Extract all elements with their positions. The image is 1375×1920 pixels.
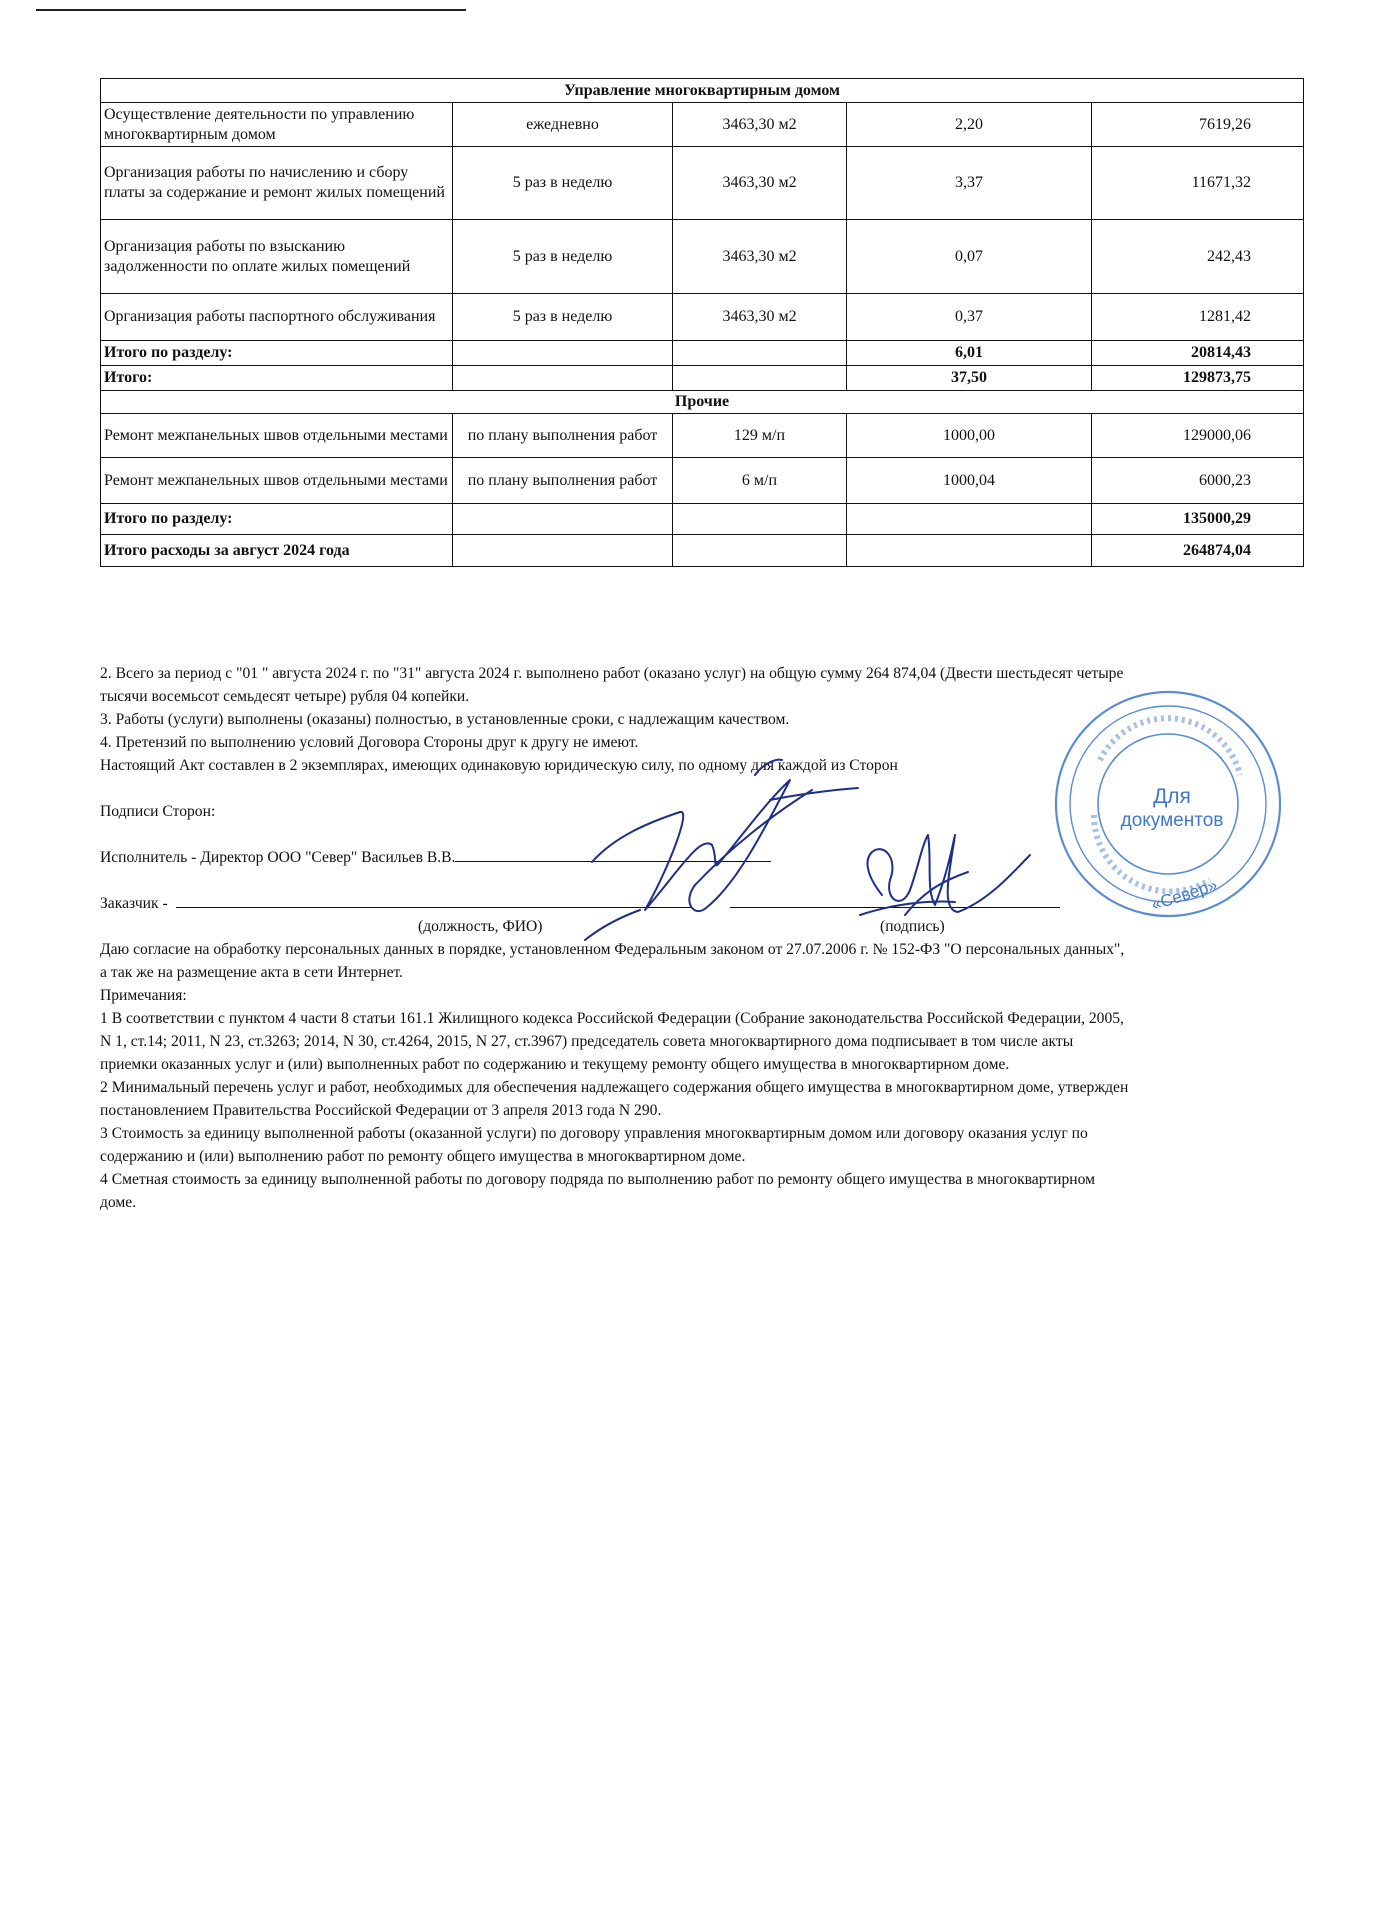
note-4: 4 Сметная стоимость за единицу выполненной работы по договору подряда по выполнению работ по ремонту общего имущества в многоквартирном xyxy=(100,1171,1095,1188)
service-volume: 3463,30 м2 xyxy=(673,103,847,147)
no-claims-statement: 4. Претензий по выполнению условий Договора Стороны друг к другу не имеют. xyxy=(100,734,639,751)
total-amount-line: тысячи восемьсот семьдесят четыре) рубля 04 копейки. xyxy=(100,688,470,705)
section-header-other: Прочие xyxy=(101,391,1304,414)
table-row xyxy=(101,103,1304,147)
table-row xyxy=(101,220,1304,294)
note-3: 3 Стоимость за единицу выполненной работы (оказанной услуги) по договору управления многоквартирным домом или договору оказания услуг по xyxy=(100,1125,1088,1142)
service-rate: 3,37 xyxy=(847,147,1092,220)
position-caption: (должность, ФИО) xyxy=(418,918,543,935)
customer-position-blank xyxy=(176,907,692,908)
service-volume: 129 м/п xyxy=(673,414,847,458)
service-rate: 1000,00 xyxy=(847,414,1092,458)
service-periodicity: по плану выполнения работ xyxy=(453,414,673,458)
service-periodicity: ежедневно xyxy=(453,103,673,147)
customer-signature-blank xyxy=(730,907,1060,908)
signature-caption: (подпись) xyxy=(880,918,945,935)
note-4: доме. xyxy=(100,1194,137,1211)
service-sum: 7619,26 xyxy=(1092,103,1304,147)
grand-total-sum: 264874,04 xyxy=(1092,535,1304,567)
section-header-management: Управление многоквартирным домом xyxy=(101,79,1304,103)
total-rate: 37,50 xyxy=(847,366,1092,391)
stamp-bottom-text: «Север» xyxy=(1148,875,1220,915)
service-rate: 1000,04 xyxy=(847,458,1092,504)
service-periodicity: по плану выполнения работ xyxy=(453,458,673,504)
note-2: постановлением Правительства Российской Федерации от 3 апреля 2013 года N 290. xyxy=(100,1102,662,1119)
consent-text: а так же на размещение акта в сети Интернет. xyxy=(100,964,404,981)
subtotal-label: Итого по разделу: xyxy=(101,504,453,535)
stamp-center-text: документов xyxy=(1120,810,1224,831)
executor-signature-blank xyxy=(455,861,771,862)
subtotal-row-other xyxy=(101,504,1304,535)
service-name: Организация работы по взысканию задолженности по оплате жилых помещений xyxy=(101,220,453,294)
subtotal-sum: 135000,29 xyxy=(1092,504,1304,535)
table-row xyxy=(101,147,1304,220)
total-label: Итого: xyxy=(101,366,453,391)
customer-signature-line xyxy=(100,892,1300,915)
signatures-heading: Подписи Сторон: xyxy=(100,803,216,820)
service-sum: 129000,06 xyxy=(1092,414,1304,458)
executor-label: Исполнитель - Директор ООО "Север" Васильев В.В. xyxy=(100,849,456,866)
service-periodicity: 5 раз в неделю xyxy=(453,147,673,220)
note-1: 1 В соответствии с пунктом 4 части 8 статьи 161.1 Жилищного кодекса Российской Федерации (Собрание законодательства Российской Федерации, 2005, xyxy=(100,1010,1124,1027)
service-sum: 242,43 xyxy=(1092,220,1304,294)
copies-statement: Настоящий Акт составлен в 2 экземплярах, имеющих одинаковую юридическую силу, по одному для каждой из Сторон xyxy=(100,757,898,774)
table-row xyxy=(101,294,1304,341)
note-3: содержанию и (или) выполнению работ по ремонту общего имущества в многоквартирном доме. xyxy=(100,1148,746,1165)
service-rate: 2,20 xyxy=(847,103,1092,147)
subtotal-row-management xyxy=(101,341,1304,366)
service-volume: 3463,30 м2 xyxy=(673,294,847,341)
service-name: Организация работы по начислению и сбору платы за содержание и ремонт жилых помещений xyxy=(101,147,453,220)
table-row xyxy=(101,458,1304,504)
signature-captions xyxy=(100,915,1300,938)
service-name: Осуществление деятельности по управлению многоквартирным домом xyxy=(101,103,453,147)
total-sum: 129873,75 xyxy=(1092,366,1304,391)
service-sum: 11671,32 xyxy=(1092,147,1304,220)
subtotal-rate: 6,01 xyxy=(847,341,1092,366)
service-rate: 0,37 xyxy=(847,294,1092,341)
customer-label: Заказчик - xyxy=(100,895,168,912)
service-periodicity: 5 раз в неделю xyxy=(453,294,673,341)
act-text xyxy=(100,662,1300,1214)
grand-total-label: Итого расходы за август 2024 года xyxy=(101,535,453,567)
table-row xyxy=(101,414,1304,458)
grand-total-row xyxy=(101,535,1304,567)
notes-heading: Примечания: xyxy=(100,987,187,1004)
total-row xyxy=(101,366,1304,391)
service-volume: 3463,30 м2 xyxy=(673,147,847,220)
service-volume: 6 м/п xyxy=(673,458,847,504)
service-name: Организация работы паспортного обслуживания xyxy=(101,294,453,341)
stamp-center-text: Для xyxy=(1153,785,1191,808)
services-table xyxy=(100,78,1304,567)
note-2: 2 Минимальный перечень услуг и работ, необходимых для обеспечения надлежащего содержания общего имущества в многоквартирном доме, утвержден xyxy=(100,1079,1129,1096)
subtotal-sum: 20814,43 xyxy=(1092,341,1304,366)
total-amount-line: 2. Всего за период с "01 " августа 2024 г. по "31" августа 2024 г. выполнено работ (оказано услуг) на общую сумму 264 874,04 (Двести шестьдесят четыре xyxy=(100,665,1124,682)
top-rule xyxy=(36,9,466,11)
service-name: Ремонт межпанельных швов отдельными местами xyxy=(101,414,453,458)
service-sum: 6000,23 xyxy=(1092,458,1304,504)
service-rate: 0,07 xyxy=(847,220,1092,294)
service-volume: 3463,30 м2 xyxy=(673,220,847,294)
service-sum: 1281,42 xyxy=(1092,294,1304,341)
service-name: Ремонт межпанельных швов отдельными местами xyxy=(101,458,453,504)
consent-text: Даю согласие на обработку персональных данных в порядке, установленном Федеральным законом от 27.07.2006 г. № 152-ФЗ "О персональных данных", xyxy=(100,941,1125,958)
service-periodicity: 5 раз в неделю xyxy=(453,220,673,294)
note-1: N 1, ст.14; 2011, N 23, ст.3263; 2014, N 30, ст.4264, 2015, N 27, ст.3967) председатель совета многоквартирного дома подписывает в том числе акты xyxy=(100,1033,1074,1050)
quality-statement: 3. Работы (услуги) выполнены (оказаны) полностью, в установленные сроки, с надлежащим качеством. xyxy=(100,711,790,728)
executor-signature-line xyxy=(100,846,1300,869)
subtotal-label: Итого по разделу: xyxy=(101,341,453,366)
note-1: приемки оказанных услуг и (или) выполненных работ по содержанию и текущему ремонту общего имущества в многоквартирном доме. xyxy=(100,1056,1010,1073)
